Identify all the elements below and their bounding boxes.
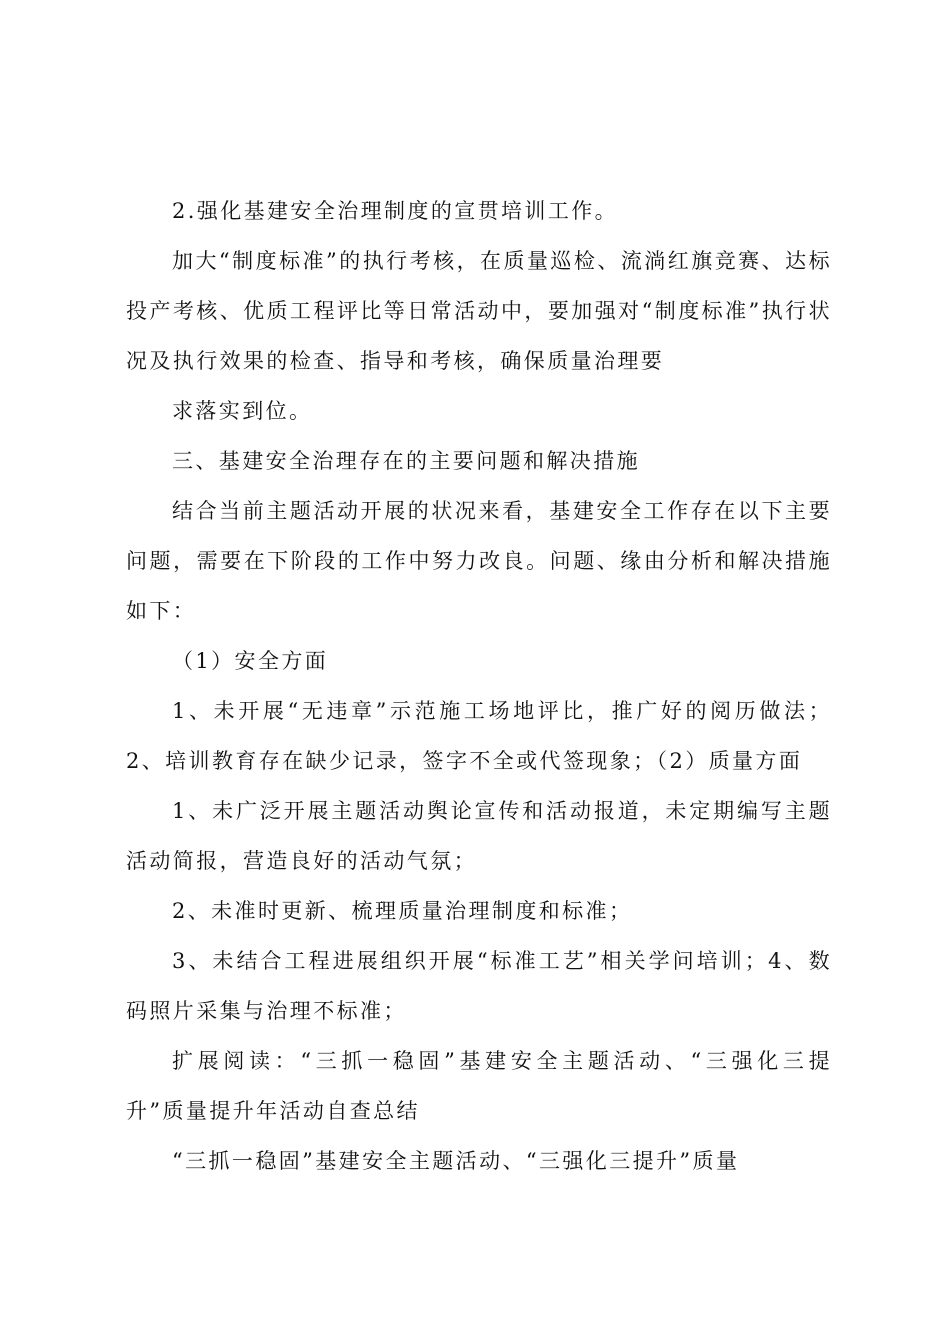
paragraph: 扩展阅读：“三抓一稳固”基建安全主题活动、“三强化三提升”质量提升年活动自查总结 bbox=[126, 1049, 832, 1123]
paragraph: “三抓一稳固”基建安全主题活动、“三强化三提升”质量 bbox=[172, 1149, 740, 1173]
paragraph: 1、未开展“无违章”示范施工场地评比，推广好的阅历做法；2、培训教育存在缺少记录，签字不全或代签现象；（2）质量方面 bbox=[126, 699, 832, 773]
paragraph: 1、未广泛开展主题活动舆论宣传和活动报道，未定期编写主题活动简报，营造良好的活动气氛； bbox=[126, 799, 832, 873]
sub-heading: （1）安全方面 bbox=[172, 649, 329, 673]
paragraph: 2.强化基建安全治理制度的宣贯培训工作。 bbox=[172, 199, 619, 223]
paragraph: 加大“制度标准”的执行考核，在质量巡检、流淌红旗竞赛、达标投产考核、优质工程评比等日常活动中，要加强对“制度标准”执行状况及执行效果的检查、指导和考核，确保质量治理要 bbox=[126, 249, 832, 373]
paragraph: 求落实到位。 bbox=[172, 399, 313, 423]
document-body bbox=[126, 186, 832, 1186]
paragraph: 3、未结合工程进展组织开展“标准工艺”相关学问培训；4、数码照片采集与治理不标准； bbox=[126, 949, 832, 1023]
section-heading: 三、基建安全治理存在的主要问题和解决措施 bbox=[172, 449, 640, 473]
paragraph: 结合当前主题活动开展的状况来看，基建安全工作存在以下主要问题，需要在下阶段的工作中努力改良。问题、缘由分析和解决措施如下： bbox=[126, 499, 832, 623]
paragraph: 2、未准时更新、梳理质量治理制度和标准； bbox=[172, 899, 633, 923]
